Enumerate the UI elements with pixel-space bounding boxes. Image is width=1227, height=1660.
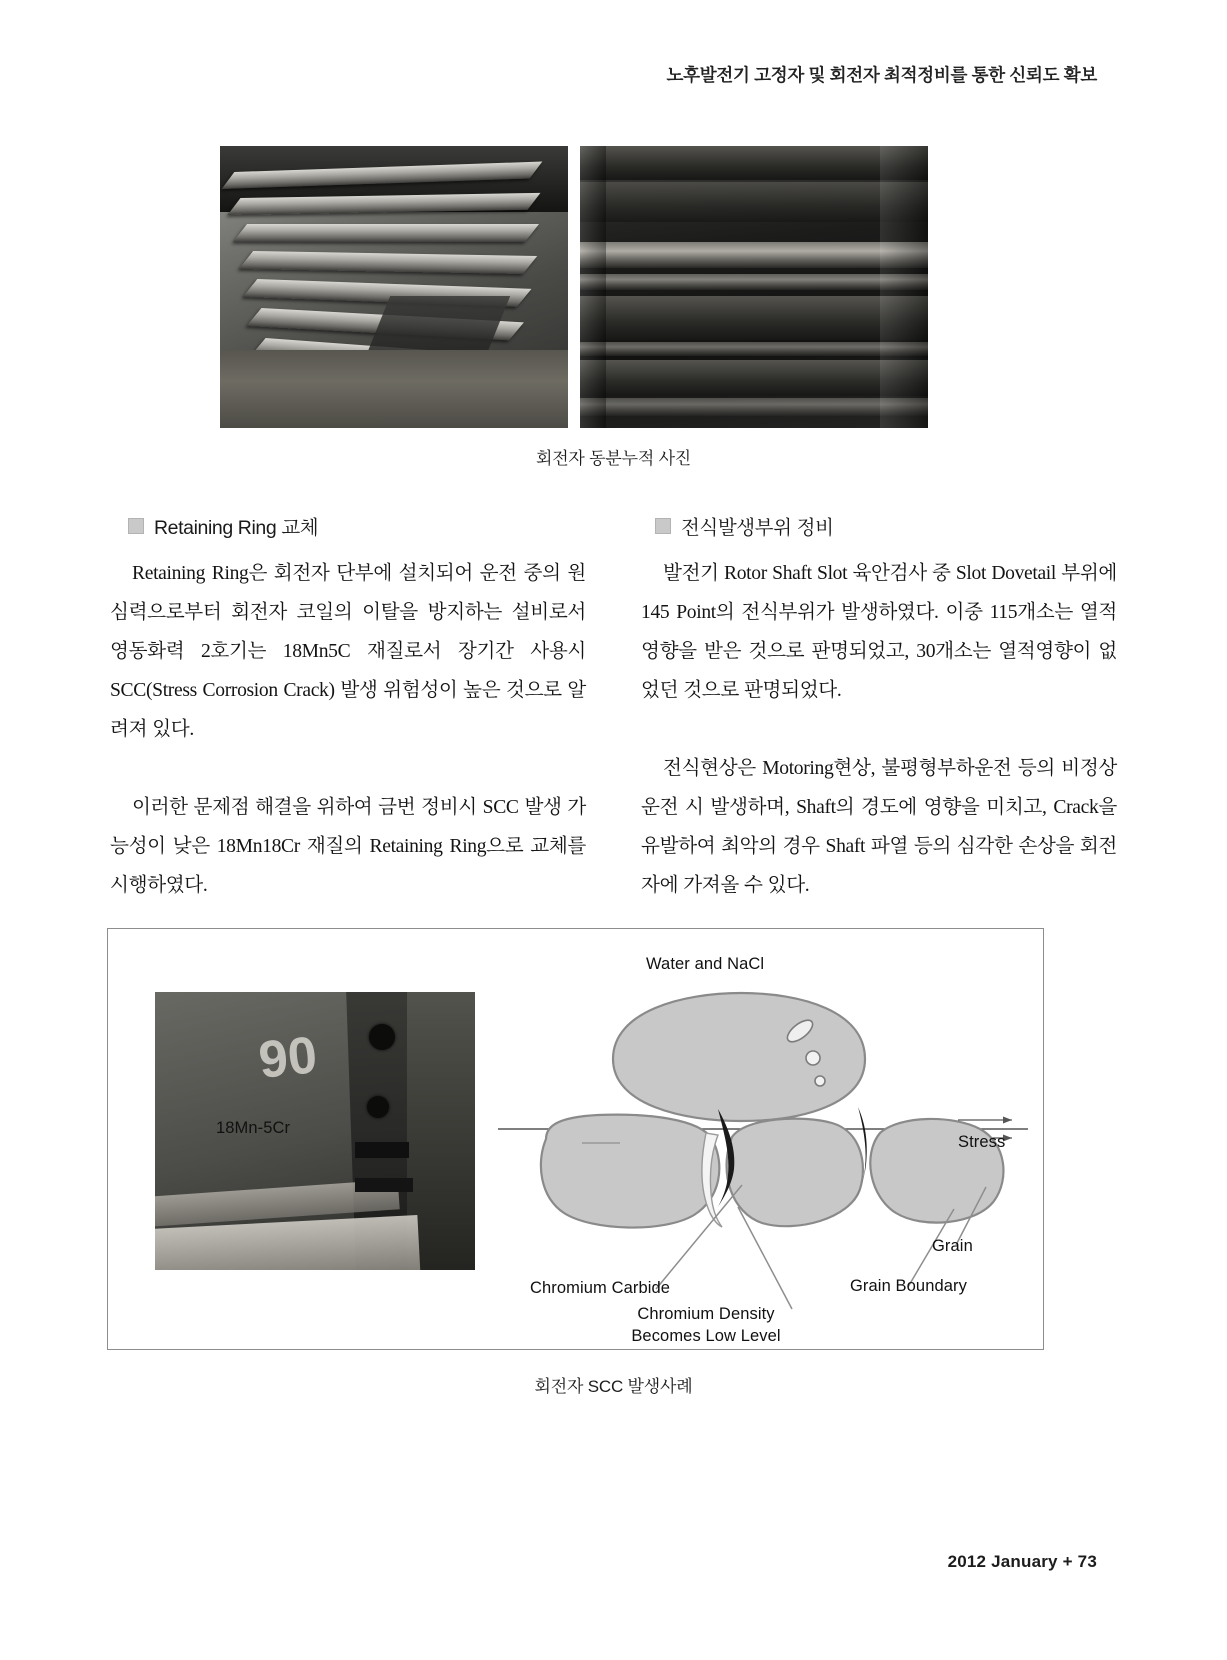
inclusion xyxy=(815,1076,825,1086)
section-heading-electric-corrosion xyxy=(655,512,1117,540)
top-figure-photo-row xyxy=(220,146,928,428)
rotor-shaft-scc-photo xyxy=(155,992,475,1270)
slot-band-bright xyxy=(580,274,928,290)
slot-ridge xyxy=(580,296,928,340)
page-footer-number: 2012 January + 73 xyxy=(947,1552,1097,1571)
square-bullet-icon xyxy=(655,518,671,534)
slot-edge-shading xyxy=(880,146,928,428)
section-heading-label: 전식발생부위 정비 xyxy=(681,517,834,539)
diagram-label-grain: Grain xyxy=(932,1237,973,1255)
left-paragraph-2: 이러한 문제점 해결을 위하여 금번 정비시 SCC 발생 가능성이 낮은 18Mn18Cr 재질의 Retaining Ring으로 교체를 시행하였다. xyxy=(110,797,586,896)
grain-bottom-center xyxy=(727,1119,863,1227)
diagram-label-chromium-density-line2: Becomes Low Level xyxy=(631,1327,781,1345)
slot-band-bright xyxy=(580,242,928,268)
slot-ridge xyxy=(580,360,928,396)
rotor-slot-closeup-photo xyxy=(580,146,928,428)
diagram-label-stress: Stress xyxy=(958,1133,1006,1151)
photo-marking-number: 90 xyxy=(256,1026,320,1090)
slot-ridge xyxy=(580,146,928,180)
square-bullet-icon xyxy=(128,518,144,534)
corrosion-pit xyxy=(355,1142,409,1158)
left-column xyxy=(110,512,586,905)
bolt-hole xyxy=(369,1024,395,1050)
diagram-label-water-nacl: Water and NaCl xyxy=(646,955,765,973)
right-paragraph-1: 발전기 Rotor Shaft Slot 육안검사 중 Slot Dovetail 부위에 145 Point의 전식부위가 발생하였다. 이중 115개소는 열적영향을 받은 것으로 판명되었고, 30개소는 열적영향이 없었던 것으로 판명되었다. xyxy=(641,563,1117,701)
stress-arrow-head xyxy=(1003,1117,1012,1124)
body-columns xyxy=(110,512,1117,905)
running-header-title: 노후발전기 고정자 및 회전자 최적정비를 통한 신뢰도 확보 xyxy=(666,65,1097,85)
inclusion xyxy=(806,1051,820,1065)
top-figure-caption: 회전자 동분누적 사진 xyxy=(535,449,692,468)
bottom-figure-caption: 회전자 SCC 발생사례 xyxy=(534,1377,693,1396)
diagram-label-material: 18Mn-5Cr xyxy=(216,1119,291,1137)
right-column xyxy=(641,512,1117,905)
slot-band-bright xyxy=(580,398,928,416)
corrosion-pit xyxy=(355,1178,413,1192)
grain-bottom-left xyxy=(541,1115,719,1228)
rotor-wedge-stack-photo xyxy=(220,146,568,428)
grain-top xyxy=(613,993,865,1121)
wedge-bar xyxy=(233,224,539,242)
diagram-label-chromium-carbide: Chromium Carbide xyxy=(530,1279,671,1297)
slot-band-bright xyxy=(580,342,928,356)
left-paragraph-1: Retaining Ring은 회전자 단부에 설치되어 운전 중의 원심력으로부터 회전자 코일의 이탈을 방지하는 설비로서 영동화력 2호기는 18Mn5C 재질로서 장기간 사용시 SCC(Stress Corrosion Crack) 발생 위험성이 높은 것으로 알려져 있다. xyxy=(110,563,586,740)
bolt-hole xyxy=(367,1096,389,1118)
diagram-label-chromium-density-line1: Chromium Density xyxy=(637,1305,775,1323)
slot-ridge xyxy=(580,182,928,222)
slot-edge-shading xyxy=(580,146,606,428)
section-heading-label: Retaining Ring 교체 xyxy=(154,517,319,539)
bottom-figure-panel xyxy=(107,928,1044,1350)
photo-floor xyxy=(220,350,568,428)
section-heading-retaining-ring xyxy=(128,512,586,540)
right-paragraph-2: 전식현상은 Motoring현상, 불평형부하운전 등의 비정상 운전 시 발생하며, Shaft의 경도에 영향을 미치고, Crack을 유발하여 최악의 경우 Shaft 파열 등의 심각한 손상을 회전자에 가져올 수 있다. xyxy=(641,758,1117,896)
diagram-label-grain-boundary: Grain Boundary xyxy=(850,1277,967,1295)
